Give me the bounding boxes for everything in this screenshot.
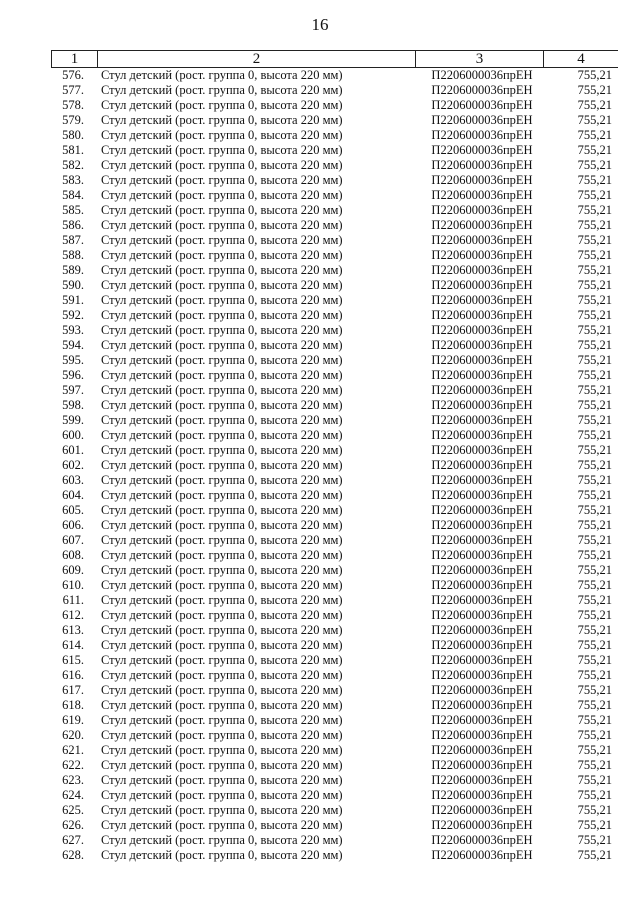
item-name: Стул детский (рост. группа 0, высота 220 мм) <box>101 803 343 817</box>
table-row <box>51 368 618 383</box>
item-code: П2206000036прЕН <box>431 548 533 562</box>
row-number: 620. <box>62 728 84 742</box>
item-code: П2206000036прЕН <box>431 353 533 367</box>
row-number: 596. <box>62 368 84 382</box>
table-row <box>51 473 618 488</box>
row-number: 577. <box>62 83 84 97</box>
item-code: П2206000036прЕН <box>431 128 533 142</box>
row-number: 584. <box>62 188 84 202</box>
item-price: 755,21 <box>577 428 612 442</box>
row-number: 597. <box>62 383 84 397</box>
item-code: П2206000036прЕН <box>431 173 533 187</box>
item-code: П2206000036прЕН <box>431 518 533 532</box>
table-row <box>51 503 618 518</box>
item-name: Стул детский (рост. группа 0, высота 220 мм) <box>101 533 343 547</box>
item-name: Стул детский (рост. группа 0, высота 220 мм) <box>101 338 343 352</box>
item-price: 755,21 <box>577 668 612 682</box>
table-row <box>51 548 618 563</box>
row-number: 590. <box>62 278 84 292</box>
item-price: 755,21 <box>577 458 612 472</box>
row-number: 617. <box>62 683 84 697</box>
item-code: П2206000036прЕН <box>431 113 533 127</box>
table-row <box>51 413 618 428</box>
row-number: 627. <box>62 833 84 847</box>
item-code: П2206000036прЕН <box>431 848 533 862</box>
item-name: Стул детский (рост. группа 0, высота 220 мм) <box>101 188 343 202</box>
row-number: 616. <box>62 668 84 682</box>
item-price: 755,21 <box>577 248 612 262</box>
item-code: П2206000036прЕН <box>431 293 533 307</box>
item-price: 755,21 <box>577 533 612 547</box>
table-row <box>51 428 618 443</box>
table-row <box>51 818 618 833</box>
item-code: П2206000036прЕН <box>431 278 533 292</box>
item-name: Стул детский (рост. группа 0, высота 220 мм) <box>101 593 343 607</box>
item-name: Стул детский (рост. группа 0, высота 220 мм) <box>101 668 343 682</box>
table-row <box>51 398 618 413</box>
row-number: 592. <box>62 308 84 322</box>
item-code: П2206000036прЕН <box>431 503 533 517</box>
table-row <box>51 713 618 728</box>
item-price: 755,21 <box>577 323 612 337</box>
table-row <box>51 788 618 803</box>
table-row <box>51 218 618 233</box>
item-price: 755,21 <box>577 128 612 142</box>
item-name: Стул детский (рост. группа 0, высота 220 мм) <box>101 368 343 382</box>
item-name: Стул детский (рост. группа 0, высота 220 мм) <box>101 458 343 472</box>
item-price: 755,21 <box>577 143 612 157</box>
row-number: 609. <box>62 563 84 577</box>
item-price: 755,21 <box>577 293 612 307</box>
header-col-2: 2 <box>98 51 416 67</box>
item-price: 755,21 <box>577 173 612 187</box>
item-name: Стул детский (рост. группа 0, высота 220 мм) <box>101 848 343 862</box>
item-code: П2206000036прЕН <box>431 188 533 202</box>
table-row <box>51 353 618 368</box>
table-header <box>51 50 618 68</box>
item-name: Стул детский (рост. группа 0, высота 220 мм) <box>101 773 343 787</box>
table-row <box>51 143 618 158</box>
item-name: Стул детский (рост. группа 0, высота 220 мм) <box>101 248 343 262</box>
table-row <box>51 848 618 863</box>
item-code: П2206000036прЕН <box>431 623 533 637</box>
table-row <box>51 98 618 113</box>
table-row <box>51 638 618 653</box>
item-code: П2206000036прЕН <box>431 398 533 412</box>
row-number: 595. <box>62 353 84 367</box>
item-price: 755,21 <box>577 803 612 817</box>
item-name: Стул детский (рост. группа 0, высота 220 мм) <box>101 488 343 502</box>
item-price: 755,21 <box>577 413 612 427</box>
item-name: Стул детский (рост. группа 0, высота 220 мм) <box>101 143 343 157</box>
row-number: 601. <box>62 443 84 457</box>
item-name: Стул детский (рост. группа 0, высота 220 мм) <box>101 413 343 427</box>
row-number: 624. <box>62 788 84 802</box>
item-name: Стул детский (рост. группа 0, высота 220 мм) <box>101 233 343 247</box>
item-name: Стул детский (рост. группа 0, высота 220 мм) <box>101 128 343 142</box>
item-code: П2206000036прЕН <box>431 323 533 337</box>
table-row <box>51 443 618 458</box>
table-row <box>51 458 618 473</box>
item-price: 755,21 <box>577 623 612 637</box>
item-price: 755,21 <box>577 503 612 517</box>
item-code: П2206000036прЕН <box>431 143 533 157</box>
item-code: П2206000036прЕН <box>431 218 533 232</box>
item-price: 755,21 <box>577 848 612 862</box>
item-code: П2206000036прЕН <box>431 233 533 247</box>
item-code: П2206000036прЕН <box>431 488 533 502</box>
table-row <box>51 293 618 308</box>
item-price: 755,21 <box>577 608 612 622</box>
item-price: 755,21 <box>577 338 612 352</box>
item-code: П2206000036прЕН <box>431 83 533 97</box>
row-number: 581. <box>62 143 84 157</box>
table-row <box>51 158 618 173</box>
row-number: 586. <box>62 218 84 232</box>
item-code: П2206000036прЕН <box>431 638 533 652</box>
item-price: 755,21 <box>577 788 612 802</box>
row-number: 604. <box>62 488 84 502</box>
table-row <box>51 383 618 398</box>
row-number: 579. <box>62 113 84 127</box>
item-price: 755,21 <box>577 488 612 502</box>
table-row <box>51 113 618 128</box>
item-name: Стул детский (рост. группа 0, высота 220 мм) <box>101 728 343 742</box>
row-number: 606. <box>62 518 84 532</box>
item-code: П2206000036прЕН <box>431 818 533 832</box>
item-price: 755,21 <box>577 653 612 667</box>
item-code: П2206000036прЕН <box>431 308 533 322</box>
item-code: П2206000036прЕН <box>431 413 533 427</box>
item-code: П2206000036прЕН <box>431 653 533 667</box>
row-number: 602. <box>62 458 84 472</box>
item-price: 755,21 <box>577 443 612 457</box>
item-code: П2206000036прЕН <box>431 383 533 397</box>
item-price: 755,21 <box>577 563 612 577</box>
row-number: 583. <box>62 173 84 187</box>
item-name: Стул детский (рост. группа 0, высота 220 мм) <box>101 518 343 532</box>
item-price: 755,21 <box>577 233 612 247</box>
item-name: Стул детский (рост. группа 0, высота 220 мм) <box>101 398 343 412</box>
item-code: П2206000036прЕН <box>431 758 533 772</box>
table-row <box>51 668 618 683</box>
item-code: П2206000036прЕН <box>431 803 533 817</box>
item-code: П2206000036прЕН <box>431 563 533 577</box>
item-price: 755,21 <box>577 593 612 607</box>
item-code: П2206000036прЕН <box>431 98 533 112</box>
row-number: 594. <box>62 338 84 352</box>
item-price: 755,21 <box>577 698 612 712</box>
item-name: Стул детский (рост. группа 0, высота 220 мм) <box>101 98 343 112</box>
row-number: 582. <box>62 158 84 172</box>
item-code: П2206000036прЕН <box>431 158 533 172</box>
item-price: 755,21 <box>577 203 612 217</box>
table-row <box>51 758 618 773</box>
item-name: Стул детский (рост. группа 0, высота 220 мм) <box>101 173 343 187</box>
table-row <box>51 263 618 278</box>
item-name: Стул детский (рост. группа 0, высота 220 мм) <box>101 638 343 652</box>
table-row <box>51 728 618 743</box>
item-code: П2206000036прЕН <box>431 248 533 262</box>
item-name: Стул детский (рост. группа 0, высота 220 мм) <box>101 83 343 97</box>
item-code: П2206000036прЕН <box>431 533 533 547</box>
item-name: Стул детский (рост. группа 0, высота 220 мм) <box>101 113 343 127</box>
item-name: Стул детский (рост. группа 0, высота 220 мм) <box>101 383 343 397</box>
item-name: Стул детский (рост. группа 0, высота 220 мм) <box>101 293 343 307</box>
item-price: 755,21 <box>577 263 612 277</box>
table-row <box>51 653 618 668</box>
item-code: П2206000036прЕН <box>431 788 533 802</box>
row-number: 607. <box>62 533 84 547</box>
item-name: Стул детский (рост. группа 0, высота 220 мм) <box>101 308 343 322</box>
table-row <box>51 68 618 83</box>
header-col-4: 4 <box>577 51 585 67</box>
row-number: 587. <box>62 233 84 247</box>
item-name: Стул детский (рост. группа 0, высота 220 мм) <box>101 503 343 517</box>
item-code: П2206000036прЕН <box>431 608 533 622</box>
item-code: П2206000036прЕН <box>431 668 533 682</box>
item-price: 755,21 <box>577 773 612 787</box>
table-row <box>51 338 618 353</box>
item-name: Стул детский (рост. группа 0, высота 220 мм) <box>101 698 343 712</box>
row-number: 610. <box>62 578 84 592</box>
item-name: Стул детский (рост. группа 0, высота 220 мм) <box>101 323 343 337</box>
table-row <box>51 563 618 578</box>
row-number: 603. <box>62 473 84 487</box>
item-code: П2206000036прЕН <box>431 458 533 472</box>
table-row <box>51 593 618 608</box>
row-number: 578. <box>62 98 84 112</box>
item-name: Стул детский (рост. группа 0, высота 220 мм) <box>101 443 343 457</box>
item-name: Стул детский (рост. группа 0, высота 220 мм) <box>101 473 343 487</box>
table-row <box>51 488 618 503</box>
item-price: 755,21 <box>577 68 612 82</box>
item-price: 755,21 <box>577 833 612 847</box>
item-code: П2206000036прЕН <box>431 263 533 277</box>
row-number: 622. <box>62 758 84 772</box>
row-number: 612. <box>62 608 84 622</box>
table-row <box>51 623 618 638</box>
row-number: 576. <box>62 68 84 82</box>
item-name: Стул детский (рост. группа 0, высота 220 мм) <box>101 578 343 592</box>
row-number: 619. <box>62 713 84 727</box>
row-number: 593. <box>62 323 84 337</box>
item-name: Стул детский (рост. группа 0, высота 220 мм) <box>101 683 343 697</box>
item-price: 755,21 <box>577 638 612 652</box>
item-price: 755,21 <box>577 83 612 97</box>
item-price: 755,21 <box>577 728 612 742</box>
row-number: 623. <box>62 773 84 787</box>
table-row <box>51 83 618 98</box>
table-row <box>51 698 618 713</box>
table-row <box>51 533 618 548</box>
item-price: 755,21 <box>577 548 612 562</box>
item-price: 755,21 <box>577 398 612 412</box>
item-code: П2206000036прЕН <box>431 773 533 787</box>
item-price: 755,21 <box>577 368 612 382</box>
row-number: 621. <box>62 743 84 757</box>
header-col-1: 1 <box>51 51 98 67</box>
item-name: Стул детский (рост. группа 0, высота 220 мм) <box>101 353 343 367</box>
row-number: 588. <box>62 248 84 262</box>
item-name: Стул детский (рост. группа 0, высота 220 мм) <box>101 833 343 847</box>
item-code: П2206000036прЕН <box>431 578 533 592</box>
row-number: 599. <box>62 413 84 427</box>
item-name: Стул детский (рост. группа 0, высота 220 мм) <box>101 563 343 577</box>
item-code: П2206000036прЕН <box>431 68 533 82</box>
row-number: 608. <box>62 548 84 562</box>
item-code: П2206000036прЕН <box>431 683 533 697</box>
table-row <box>51 803 618 818</box>
row-number: 615. <box>62 653 84 667</box>
item-price: 755,21 <box>577 758 612 772</box>
item-price: 755,21 <box>577 383 612 397</box>
table-row <box>51 743 618 758</box>
row-number: 611. <box>62 593 84 607</box>
item-name: Стул детский (рост. группа 0, высота 220 мм) <box>101 788 343 802</box>
item-code: П2206000036прЕН <box>431 833 533 847</box>
item-price: 755,21 <box>577 473 612 487</box>
item-name: Стул детский (рост. группа 0, высота 220 мм) <box>101 278 343 292</box>
row-number: 580. <box>62 128 84 142</box>
table-row <box>51 773 618 788</box>
row-number: 598. <box>62 398 84 412</box>
item-code: П2206000036прЕН <box>431 428 533 442</box>
row-number: 600. <box>62 428 84 442</box>
table-row <box>51 578 618 593</box>
item-name: Стул детский (рост. группа 0, высота 220 мм) <box>101 623 343 637</box>
table-row <box>51 323 618 338</box>
table-row <box>51 233 618 248</box>
table-row <box>51 608 618 623</box>
item-name: Стул детский (рост. группа 0, высота 220 мм) <box>101 548 343 562</box>
table-row <box>51 248 618 263</box>
item-name: Стул детский (рост. группа 0, высота 220 мм) <box>101 218 343 232</box>
item-price: 755,21 <box>577 158 612 172</box>
item-name: Стул детский (рост. группа 0, высота 220 мм) <box>101 263 343 277</box>
table-row <box>51 188 618 203</box>
table-row <box>51 278 618 293</box>
item-name: Стул детский (рост. группа 0, высота 220 мм) <box>101 203 343 217</box>
page-number: 16 <box>311 15 329 34</box>
row-number: 626. <box>62 818 84 832</box>
item-code: П2206000036прЕН <box>431 698 533 712</box>
item-code: П2206000036прЕН <box>431 743 533 757</box>
item-name: Стул детский (рост. группа 0, высота 220 мм) <box>101 818 343 832</box>
item-name: Стул детский (рост. группа 0, высота 220 мм) <box>101 608 343 622</box>
item-price: 755,21 <box>577 518 612 532</box>
item-price: 755,21 <box>577 743 612 757</box>
item-name: Стул детский (рост. группа 0, высота 220 мм) <box>101 758 343 772</box>
table-row <box>51 173 618 188</box>
item-name: Стул детский (рост. группа 0, высота 220 мм) <box>101 158 343 172</box>
row-number: 605. <box>62 503 84 517</box>
item-price: 755,21 <box>577 113 612 127</box>
row-number: 625. <box>62 803 84 817</box>
table-row <box>51 203 618 218</box>
row-number: 591. <box>62 293 84 307</box>
item-code: П2206000036прЕН <box>431 203 533 217</box>
item-price: 755,21 <box>577 98 612 112</box>
item-name: Стул детский (рост. группа 0, высота 220 мм) <box>101 653 343 667</box>
item-code: П2206000036прЕН <box>431 443 533 457</box>
item-price: 755,21 <box>577 578 612 592</box>
item-price: 755,21 <box>577 683 612 697</box>
row-number: 585. <box>62 203 84 217</box>
item-price: 755,21 <box>577 353 612 367</box>
table-row <box>51 518 618 533</box>
table-row <box>51 128 618 143</box>
item-price: 755,21 <box>577 308 612 322</box>
table-row <box>51 833 618 848</box>
item-price: 755,21 <box>577 713 612 727</box>
row-number: 628. <box>62 848 84 862</box>
table-body <box>51 68 618 863</box>
item-code: П2206000036прЕН <box>431 368 533 382</box>
item-price: 755,21 <box>577 188 612 202</box>
item-name: Стул детский (рост. группа 0, высота 220 мм) <box>101 68 343 82</box>
item-price: 755,21 <box>577 218 612 232</box>
row-number: 614. <box>62 638 84 652</box>
table-row <box>51 683 618 698</box>
row-number: 618. <box>62 698 84 712</box>
item-code: П2206000036прЕН <box>431 338 533 352</box>
table-row <box>51 308 618 323</box>
item-code: П2206000036прЕН <box>431 593 533 607</box>
item-price: 755,21 <box>577 818 612 832</box>
item-name: Стул детский (рост. группа 0, высота 220 мм) <box>101 713 343 727</box>
row-number: 613. <box>62 623 84 637</box>
item-name: Стул детский (рост. группа 0, высота 220 мм) <box>101 428 343 442</box>
header-col-3: 3 <box>416 51 544 67</box>
item-code: П2206000036прЕН <box>431 473 533 487</box>
item-price: 755,21 <box>577 278 612 292</box>
item-code: П2206000036прЕН <box>431 728 533 742</box>
row-number: 589. <box>62 263 84 277</box>
item-code: П2206000036прЕН <box>431 713 533 727</box>
item-name: Стул детский (рост. группа 0, высота 220 мм) <box>101 743 343 757</box>
